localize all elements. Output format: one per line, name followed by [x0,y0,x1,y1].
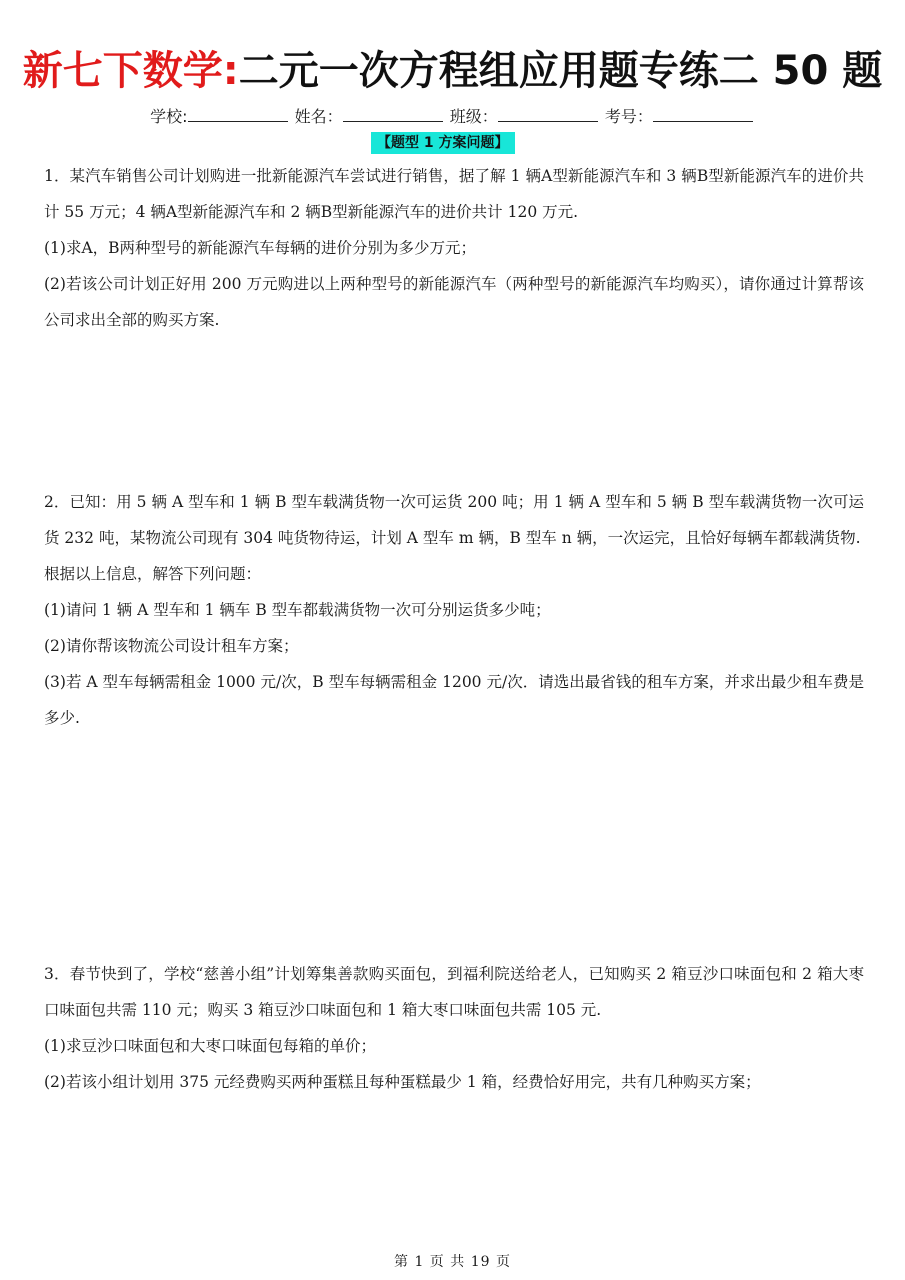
page-footer: 第 1 页 共 19 页 [394,1254,511,1270]
question-3-part-2: (2)若该小组计划用 375 元经费购买两种蛋糕且每种蛋糕最少 1 箱，经费恰好用完，共有几种购买方案； [44,1073,761,1091]
question-3-stem: 3．春节快到了，学校“慈善小组”计划筹集善款购买面包，到福利院送给老人，已知购买 2 箱豆沙口味面包和 2 箱大枣口味面包共需 110 元；购买 3 箱豆沙口味面包和 1 箱大枣口味面包共需 105 元. [44,965,864,1019]
question-2-intro: 根据以上信息，解答下列问题： [44,565,262,583]
question-1-part-1: (1)求A，B两种型号的新能源汽车每辆的进价分别为多少万元； [44,239,477,257]
school-blank[interactable] [188,104,288,122]
question-3 [44,956,864,1100]
question-1-stem: 1．某汽车销售公司计划购进一批新能源汽车尝试进行销售，据了解 1 辆A型新能源汽车和 3 辆B型新能源汽车的进价共计 55 万元；4 辆A型新能源汽车和 2 辆B型新能源汽车的进价共计 120 万元. [44,167,864,221]
question-1 [44,158,864,338]
question-2-part-1: (1)请问 1 辆 A 型车和 1 辆车 B 型车都载满货物一次可分别运货多少吨； [44,601,551,619]
page-title [0,42,905,100]
class-label: 班级： [449,107,498,126]
number-blank[interactable] [653,104,753,122]
name-label: 姓名： [294,107,343,126]
student-info-line [0,104,905,128]
title-red-part: 新七下数学: [22,48,239,94]
school-label: 学校: [150,107,188,126]
title-black-part: 二元一次方程组应用题专练二 50 题 [238,48,883,94]
question-2-stem: 2．已知：用 5 辆 A 型车和 1 辆 B 型车载满货物一次可运货 200 吨；用 1 辆 A 型车和 5 辆 B 型车载满货物一次可运货 232 吨，某物流公司现有 304 吨货物待运，计划 A 型车 m 辆，B 型车 n 辆，一次运完，且恰好每辆车都载满货物. [44,493,864,547]
question-type-tag: 【题型 1 方案问题】 [371,132,515,154]
name-blank[interactable] [343,104,443,122]
number-label: 考号： [604,107,653,126]
question-2-part-3: (3)若 A 型车每辆需租金 1000 元/次，B 型车每辆需租金 1200 元/次．请选出最省钱的租车方案，并求出最少租车费是多少. [44,673,864,727]
question-1-part-2: (2)若该公司计划正好用 200 万元购进以上两种型号的新能源汽车（两种型号的新能源汽车均购买），请你通过计算帮该公司求出全部的购买方案. [44,275,864,329]
question-3-part-1: (1)求豆沙口味面包和大枣口味面包每箱的单价； [44,1037,376,1055]
question-2 [44,484,864,736]
class-blank[interactable] [498,104,598,122]
question-2-part-2: (2)请你帮该物流公司设计租车方案； [44,637,299,655]
